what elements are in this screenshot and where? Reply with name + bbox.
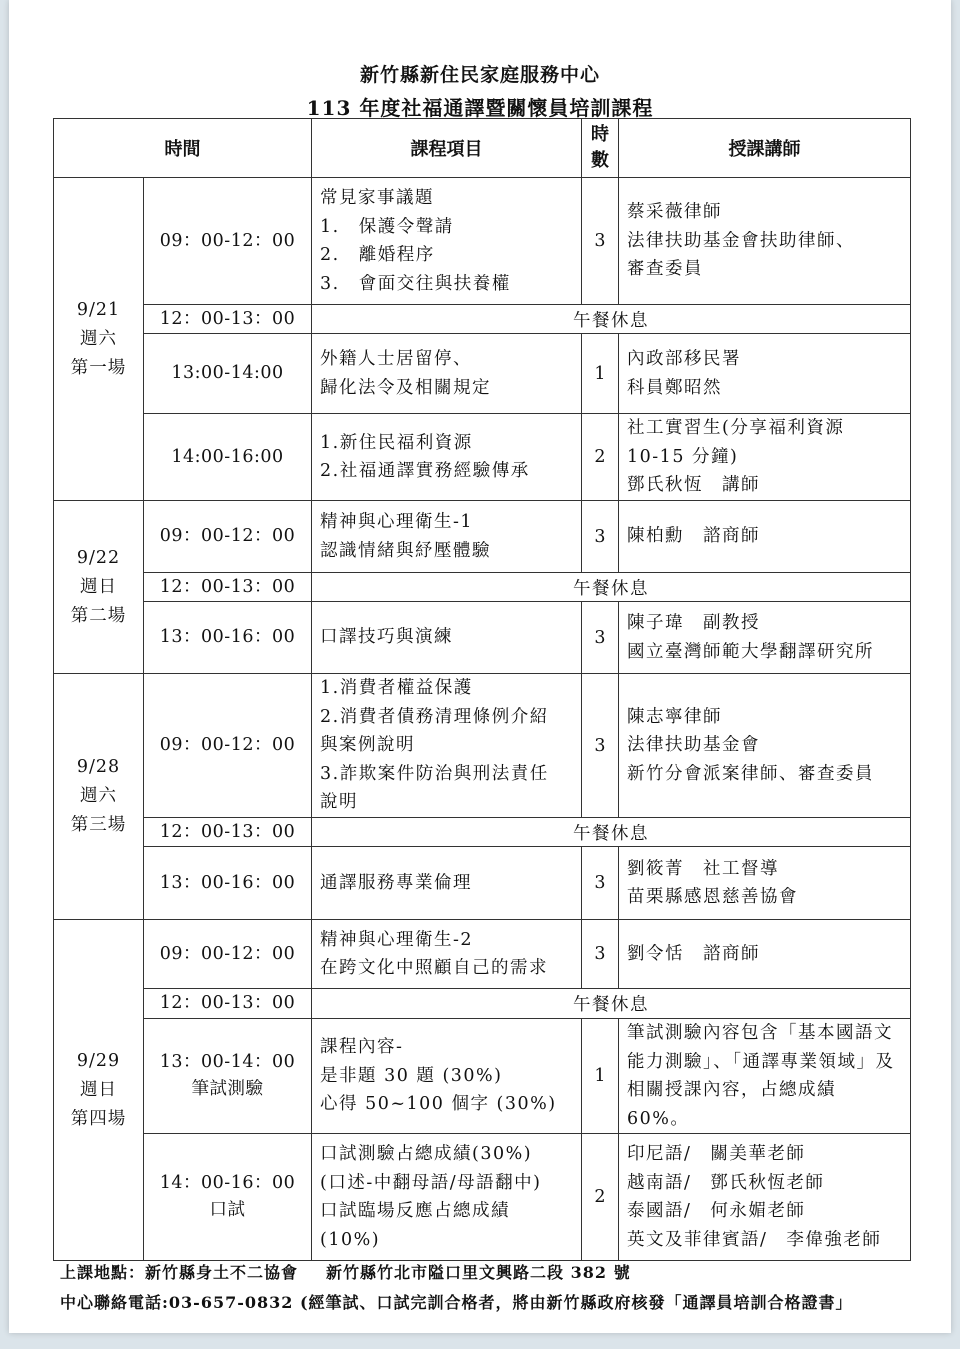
header-lecturer: 授課講師 (619, 119, 911, 178)
time-cell: 13：00-14：00 筆試測驗 (144, 1019, 312, 1134)
lecturer-cell: 陳志寧律師 法律扶助基金會 新竹分會派案律師、審查委員 (619, 674, 911, 818)
hours-cell: 3 (582, 674, 619, 818)
course-row (54, 1019, 911, 1134)
time-cell: 14:00-16:00 (144, 414, 312, 501)
header-course: 課程項目 (312, 119, 582, 178)
document-title-org: 新竹縣新住民家庭服務中心 (359, 64, 600, 86)
lunch-row (54, 989, 911, 1019)
session-day-cell: 9/29 週日 第四場 (54, 920, 144, 1261)
course-row (54, 674, 911, 818)
lecturer-cell: 社工實習生(分享福利資源 10-15 分鐘) 鄧氏秋恆 講師 (619, 414, 911, 501)
lecturer-cell: 劉令恬 諮商師 (619, 920, 911, 989)
session-day-cell: 9/22 週日 第二場 (54, 501, 144, 674)
course-cell: 課程內容- 是非題 30 題 (30%) 心得 50~100 個字 (30%) (312, 1019, 582, 1134)
lecturer-cell: 劉筱菁 社工督導 苗栗縣感恩慈善協會 (619, 847, 911, 920)
hours-cell: 3 (582, 602, 619, 674)
hours-cell: 1 (582, 334, 619, 414)
course-cell: 口譯技巧與演練 (312, 602, 582, 674)
lunch-break-cell: 午餐休息 (312, 818, 911, 847)
session-day-cell: 9/21 週六 第一場 (54, 178, 144, 501)
session-day-cell: 9/28 週六 第三場 (54, 674, 144, 920)
footer-phone: 中心聯絡電話:03-657-0832 (經筆試、口試完訓合格者，將由新竹縣政府核發「通譯員培訓合格證書」 (60, 1293, 853, 1312)
hours-cell: 3 (582, 501, 619, 573)
lecturer-cell: 內政部移民署 科員鄭昭然 (619, 334, 911, 414)
lunch-break-cell: 午餐休息 (312, 989, 911, 1019)
lunch-row (54, 573, 911, 602)
course-row (54, 334, 911, 414)
course-cell: 常見家事議題 1. 保護令聲請 2. 離婚程序 3. 會面交往與扶養權 (312, 178, 582, 305)
time-cell: 09：00-12：00 (144, 674, 312, 818)
header-hours: 時 數 (582, 119, 619, 178)
time-cell: 14：00-16：00 口試 (144, 1134, 312, 1261)
schedule-table (53, 118, 911, 1261)
course-row (54, 501, 911, 573)
lecturer-cell: 筆試測驗內容包含「基本國語文 能力測驗」、「通譯專業領域」及 相關授課內容，占總成績 60%。 (619, 1019, 911, 1134)
table-header-row (54, 119, 911, 178)
header-time: 時間 (54, 119, 312, 178)
time-cell: 12：00-13：00 (144, 818, 312, 847)
hours-cell: 1 (582, 1019, 619, 1134)
time-cell: 13：00-16：00 (144, 602, 312, 674)
time-cell: 13：00-16：00 (144, 847, 312, 920)
lecturer-cell: 陳柏勳 諮商師 (619, 501, 911, 573)
course-row (54, 920, 911, 989)
lecturer-cell: 印尼語/ 關美華老師 越南語/ 鄧氏秋恆老師 泰國語/ 何永媚老師 英文及菲律賓語/ 李偉強老師 (619, 1134, 911, 1261)
time-cell: 09：00-12：00 (144, 178, 312, 305)
course-cell: 外籍人士居留停、 歸化法令及相關規定 (312, 334, 582, 414)
time-cell: 13:00-14:00 (144, 334, 312, 414)
course-row (54, 414, 911, 501)
lunch-break-cell: 午餐休息 (312, 305, 911, 334)
time-cell: 09：00-12：00 (144, 920, 312, 989)
course-cell: 口試測驗占總成績(30%) (口述-中翻母語/母語翻中) 口試臨場反應占總成績 (10%) (312, 1134, 582, 1261)
hours-cell: 3 (582, 920, 619, 989)
course-cell: 通譯服務專業倫理 (312, 847, 582, 920)
course-cell: 1.新住民福利資源 2.社福通譯實務經驗傳承 (312, 414, 582, 501)
time-cell: 12：00-13：00 (144, 989, 312, 1019)
course-cell: 精神與心理衛生-2 在跨文化中照顧自己的需求 (312, 920, 582, 989)
lecturer-cell: 陳子瑋 副教授 國立臺灣師範大學翻譯研究所 (619, 602, 911, 674)
hours-cell: 3 (582, 178, 619, 305)
hours-cell: 3 (582, 847, 619, 920)
lunch-row (54, 305, 911, 334)
footer-location: 上課地點：新竹縣身土不二協會 新竹縣竹北市隘口里文興路二段 382 號 (60, 1263, 631, 1282)
hours-cell: 2 (582, 414, 619, 501)
course-cell: 1.消費者權益保護 2.消費者債務清理條例介紹 與案例說明 3.詐欺案件防治與刑法責任 說明 (312, 674, 582, 818)
course-cell: 精神與心理衛生-1 認識情緒與紓壓體驗 (312, 501, 582, 573)
lunch-row (54, 818, 911, 847)
document-title-course: 113 年度社福通譯暨關懷員培訓課程 (306, 96, 654, 120)
time-cell: 12：00-13：00 (144, 305, 312, 334)
course-row (54, 178, 911, 305)
lunch-break-cell: 午餐休息 (312, 573, 911, 602)
course-row (54, 602, 911, 674)
course-row (54, 1134, 911, 1261)
lecturer-cell: 蔡采薇律師 法律扶助基金會扶助律師、 審查委員 (619, 178, 911, 305)
time-cell: 09：00-12：00 (144, 501, 312, 573)
hours-cell: 2 (582, 1134, 619, 1261)
course-row (54, 847, 911, 920)
time-cell: 12：00-13：00 (144, 573, 312, 602)
